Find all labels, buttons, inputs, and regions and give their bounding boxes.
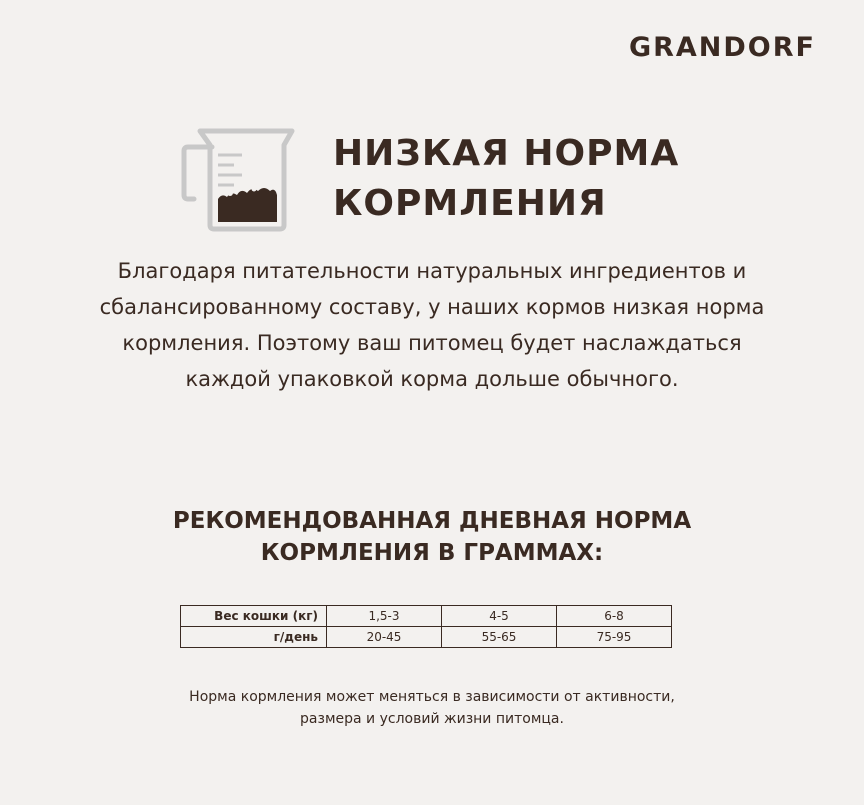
measuring-cup-icon bbox=[180, 125, 300, 235]
headline-line: КОРМЛЕНИЯ bbox=[333, 183, 607, 224]
table-cell: 55-65 bbox=[442, 627, 557, 648]
lead-line: каждой упаковкой корма дольше обычного. bbox=[185, 367, 679, 391]
lead-line: сбалансированному составу, у наших кормов низкая норма bbox=[99, 295, 765, 319]
headline bbox=[333, 129, 679, 229]
lead-line: Благодаря питательности натуральных ингредиентов и bbox=[117, 259, 747, 283]
table-title-line: КОРМЛЕНИЯ В ГРАММАХ: bbox=[260, 540, 604, 566]
table-title bbox=[30, 505, 834, 569]
table-cell: 20-45 bbox=[327, 627, 442, 648]
lead-paragraph bbox=[30, 253, 834, 397]
footnote-line: Норма кормления может меняться в зависимости от активности, bbox=[189, 689, 675, 705]
row-header-grams: г/день bbox=[181, 627, 327, 648]
table-cell: 6-8 bbox=[557, 606, 672, 627]
footnote bbox=[30, 686, 834, 730]
table-title-line: РЕКОМЕНДОВАННАЯ ДНЕВНАЯ НОРМА bbox=[172, 508, 692, 534]
table-row bbox=[181, 606, 672, 627]
table-cell: 4-5 bbox=[442, 606, 557, 627]
brand-logo: GRANDORF bbox=[628, 32, 816, 63]
feeding-table bbox=[180, 605, 672, 648]
footnote-line: размера и условий жизни питомца. bbox=[300, 711, 564, 727]
table-row bbox=[181, 627, 672, 648]
lead-line: кормления. Поэтому ваш питомец будет наслаждаться bbox=[122, 331, 742, 355]
table-cell: 75-95 bbox=[557, 627, 672, 648]
headline-line: НИЗКАЯ НОРМА bbox=[333, 133, 680, 174]
row-header-weight: Вес кошки (кг) bbox=[181, 606, 327, 627]
table-cell: 1,5-3 bbox=[327, 606, 442, 627]
